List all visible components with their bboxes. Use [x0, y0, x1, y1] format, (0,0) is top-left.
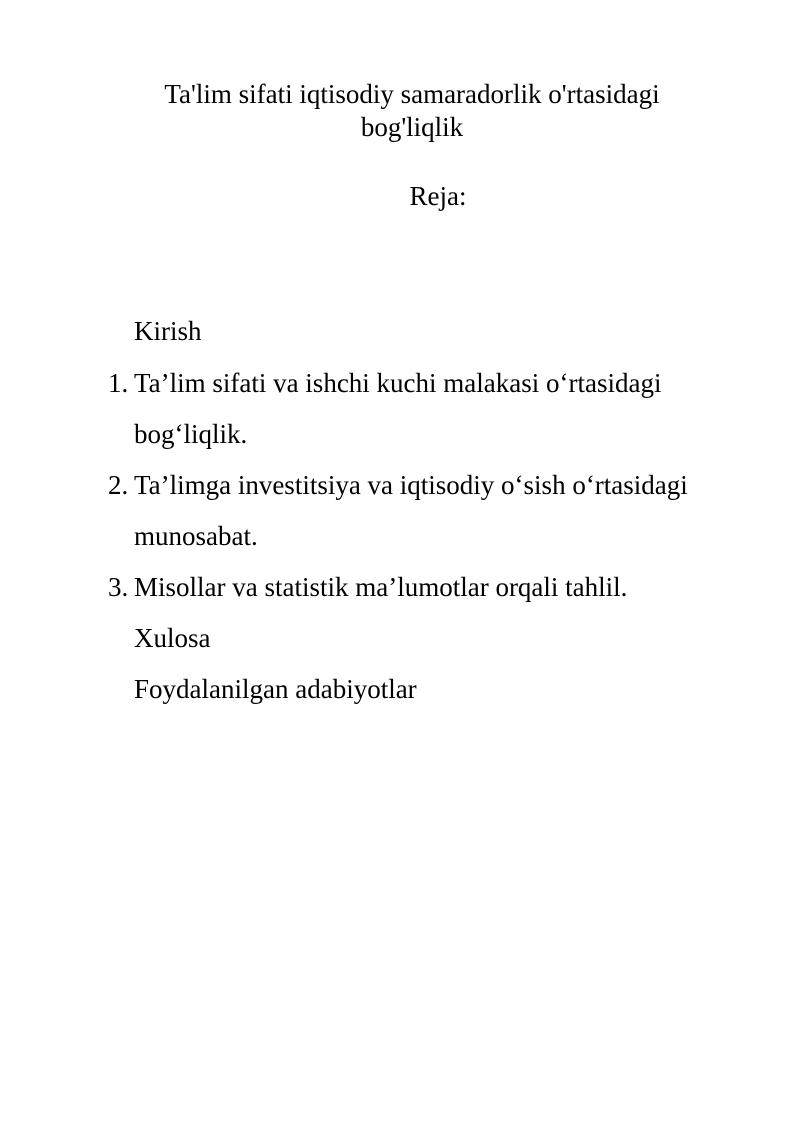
- document-title: Ta'lim sifati iqtisodiy samaradorlik o'rtasidagi bog'liqlik: [164, 79, 660, 142]
- plan-conclusion-label: Xulosa: [134, 623, 211, 653]
- plan-item-2-number: 2.: [108, 470, 129, 500]
- plan-item-2-text: Ta’limga investitsiya va iqtisodiy o‘sish o‘rtasidagi: [134, 470, 688, 500]
- plan-intro-label: Kirish: [134, 316, 202, 346]
- plan-item-1-text: Ta’lim sifati va ishchi kuchi malakasi o‘rtasidagi: [134, 368, 662, 398]
- plan-item-1-number: 1.: [108, 368, 129, 398]
- plan-item-1-text-cont: bog‘liqlik.: [134, 419, 248, 449]
- plan-item-3-text: Misollar va statistik ma’lumotlar orqali tahlil.: [134, 572, 628, 602]
- plan-references-label: Foydalanilgan adabiyotlar: [134, 674, 417, 704]
- plan-item-2-text-cont: munosabat.: [134, 521, 258, 551]
- plan-item-3-number: 3.: [108, 572, 129, 602]
- plan-heading: Reja:: [409, 181, 467, 211]
